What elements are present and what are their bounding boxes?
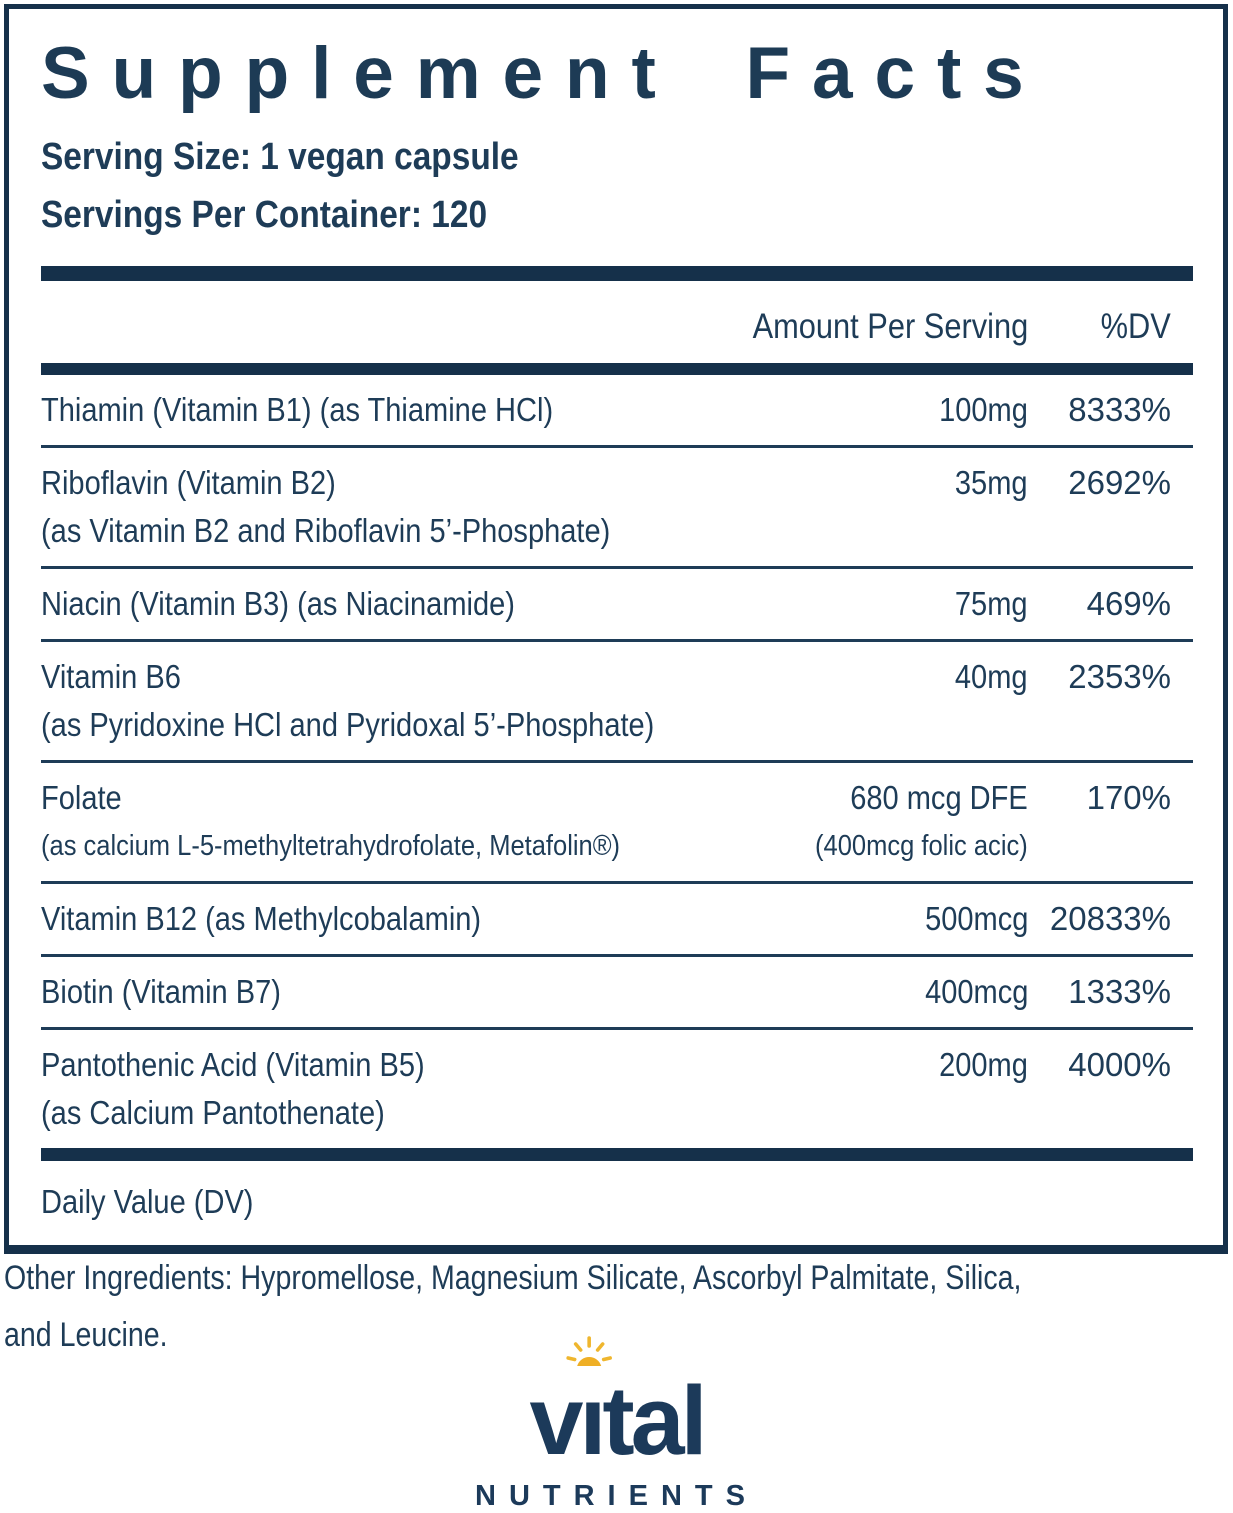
ingredient-subname: (as Vitamin B2 and Riboflavin 5’-Phosphate) <box>41 511 611 549</box>
table-row <box>41 1030 1193 1148</box>
serving-size: Serving Size: 1 vegan capsule <box>41 135 519 178</box>
dv-value: 20833% <box>1049 899 1171 937</box>
divider-thick-top <box>41 266 1193 281</box>
row-line <box>41 580 1028 628</box>
row-line <box>41 774 1028 822</box>
row-main <box>41 459 1028 555</box>
brand-wordmark: v ıtal <box>529 1372 703 1471</box>
dv-value: 2692% <box>1068 463 1171 501</box>
table-row <box>41 375 1193 445</box>
row-line <box>41 1041 1028 1089</box>
row-line <box>41 653 1028 701</box>
row-main <box>41 580 1028 628</box>
table-row <box>41 884 1193 954</box>
ingredient-name: Niacin (Vitamin B3) (as Niacinamide) <box>41 584 515 622</box>
table-row <box>41 448 1193 566</box>
row-main <box>41 968 1028 1016</box>
divider-thick-bottom <box>41 1148 1193 1161</box>
ingredient-name: Biotin (Vitamin B7) <box>41 972 281 1010</box>
daily-value-footer: Daily Value (DV) <box>41 1182 254 1220</box>
row-line <box>41 386 1028 434</box>
facts-table-body <box>41 375 1193 1148</box>
amount-subvalue: (400mcg folic acic) <box>815 829 1028 862</box>
ingredient-subname: (as Pyridoxine HCl and Pyridoxal 5’-Phosphate) <box>41 705 655 743</box>
dv-value: 2353% <box>1068 657 1171 695</box>
row-line <box>41 1089 1028 1137</box>
dv-value: 4000% <box>1068 1045 1171 1083</box>
divider-thick-header <box>41 363 1193 375</box>
row-line <box>41 968 1028 1016</box>
row-main <box>41 653 1028 749</box>
supplement-facts-panel <box>4 4 1228 1254</box>
row-main <box>41 1041 1028 1137</box>
row-main <box>41 386 1028 434</box>
amount-per-serving-header: Amount Per Serving <box>752 306 1028 346</box>
other-ingredients-line2: and Leucine. <box>4 1316 168 1354</box>
dv-value: 170% <box>1086 778 1171 816</box>
supplement-facts-title: Supplement Facts <box>41 33 1046 114</box>
row-line <box>41 459 1028 507</box>
row-line <box>41 701 1028 749</box>
ingredient-subname: (as calcium L-5-methyltetrahydrofolate, Metafolin®) <box>41 829 621 862</box>
ingredient-name: Vitamin B12 (as Methylcobalamin) <box>41 899 482 937</box>
table-row <box>41 569 1193 639</box>
amount-value: 500mcg <box>924 899 1028 937</box>
row-main <box>41 774 1028 870</box>
row-line <box>41 822 1028 870</box>
amount-value: 200mg <box>939 1045 1028 1083</box>
table-header <box>41 281 1193 363</box>
brand-tagline: NUTRIENTS <box>475 1479 758 1512</box>
amount-value: 100mg <box>939 390 1028 428</box>
dv-value: 1333% <box>1068 972 1171 1010</box>
table-row <box>41 763 1193 881</box>
row-line <box>41 895 1028 943</box>
dv-value: 8333% <box>1068 390 1171 428</box>
ingredient-name: Folate <box>41 778 122 816</box>
servings-per-container: Servings Per Container: 120 <box>41 193 488 236</box>
other-ingredients-line1: Other Ingredients: Hypromellose, Magnesium Silicate, Ascorbyl Palmitate, Silica, <box>4 1259 1022 1297</box>
row-line <box>41 507 1028 555</box>
amount-value: 40mg <box>955 657 1028 695</box>
table-row <box>41 957 1193 1027</box>
ingredient-name: Riboflavin (Vitamin B2) <box>41 463 336 501</box>
table-row <box>41 642 1193 760</box>
amount-value: 400mcg <box>924 972 1028 1010</box>
ingredient-name: Pantothenic Acid (Vitamin B5) <box>41 1045 425 1083</box>
amount-value: 35mg <box>955 463 1028 501</box>
ingredient-name: Vitamin B6 <box>41 657 181 695</box>
amount-value: 75mg <box>955 584 1028 622</box>
dv-value: 469% <box>1086 584 1171 622</box>
brand-logo <box>0 1366 1233 1513</box>
dv-header: %DV <box>1100 306 1171 346</box>
other-ingredients <box>4 1250 1229 1364</box>
sun-icon <box>566 1335 612 1375</box>
row-main <box>41 895 1028 943</box>
ingredient-subname: (as Calcium Pantothenate) <box>41 1093 385 1131</box>
ingredient-name: Thiamin (Vitamin B1) (as Thiamine HCl) <box>41 390 554 428</box>
amount-value: 680 mcg DFE <box>850 778 1028 816</box>
